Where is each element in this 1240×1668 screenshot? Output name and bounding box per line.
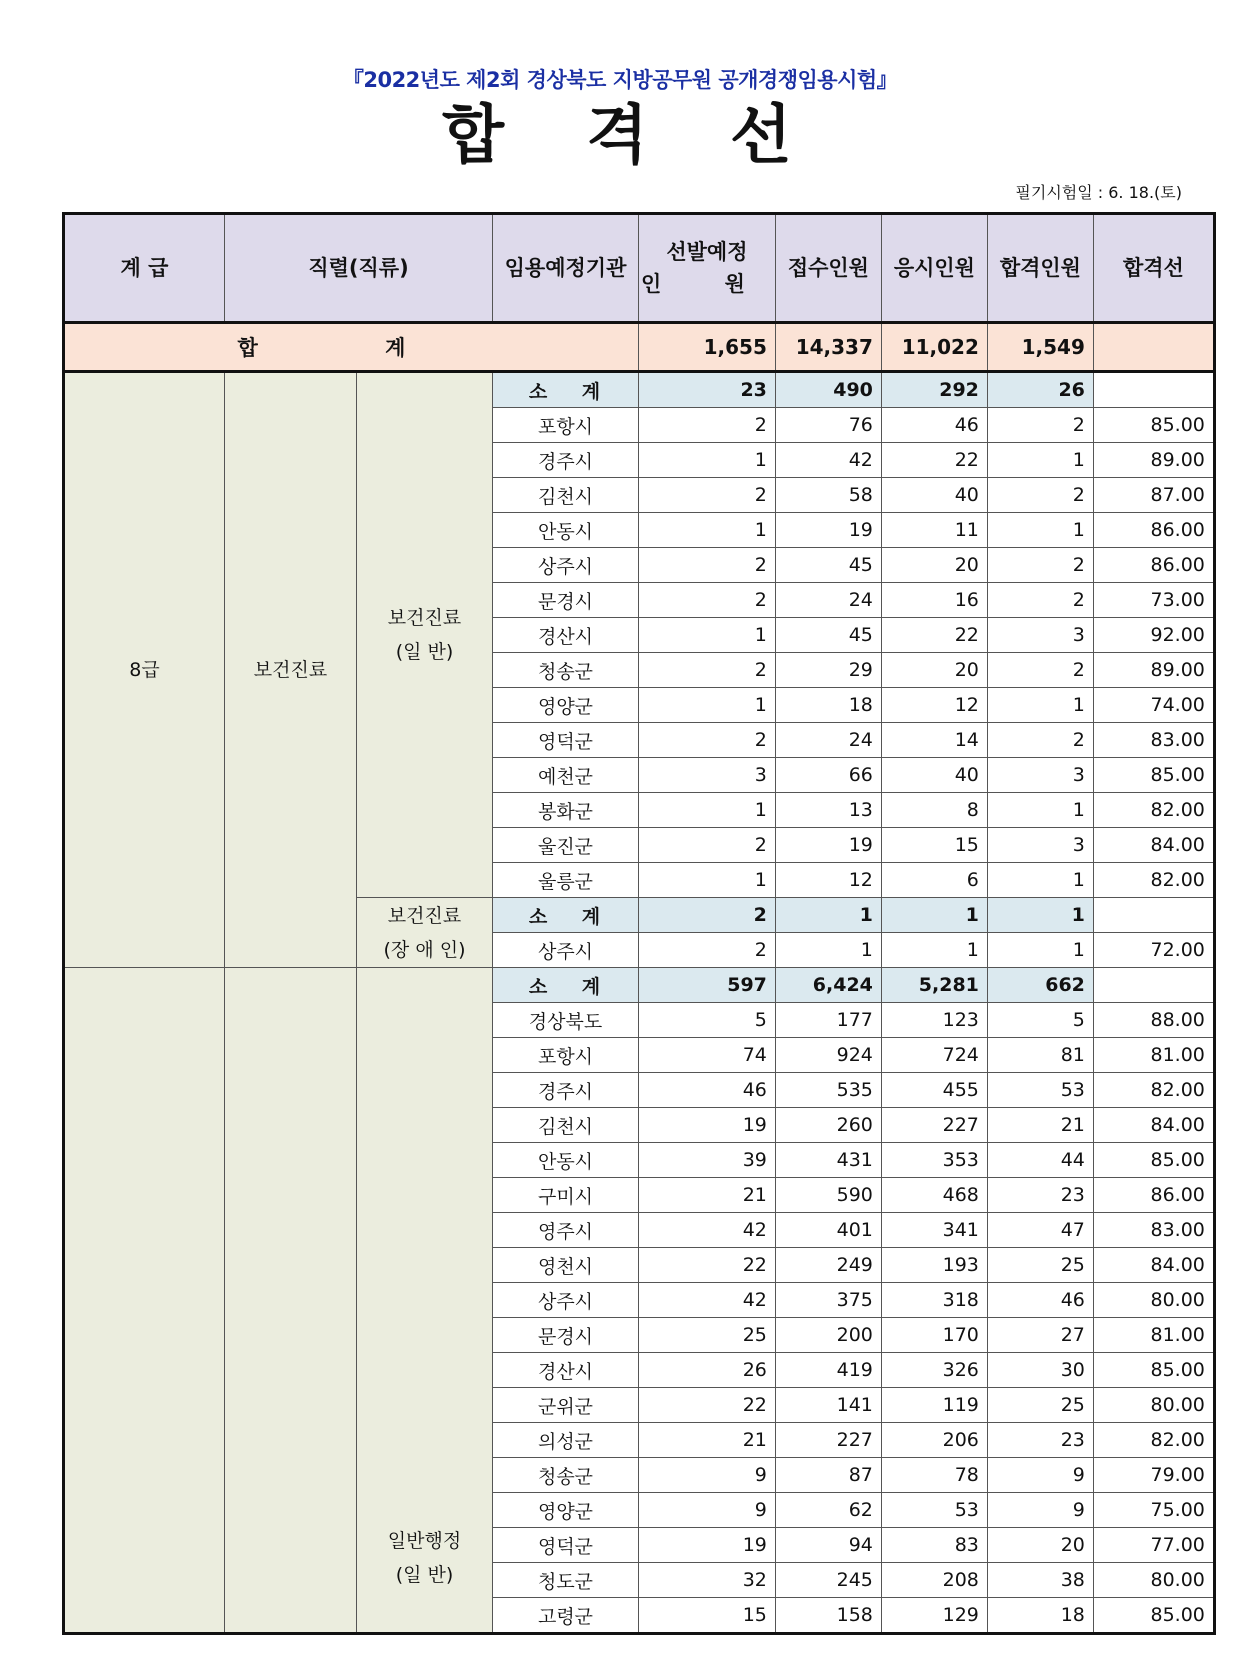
header-grade <box>64 214 225 323</box>
total-applied: 14,337 <box>775 323 881 372</box>
subseries-cell-text: 보건진료 <box>387 904 462 927</box>
passed-cell: 1 <box>987 793 1093 828</box>
agency-cell: 경주시 <box>493 443 639 478</box>
cutoff-cell: 80.00 <box>1093 1563 1214 1598</box>
header-tested <box>881 214 987 323</box>
passed-cell: 18 <box>987 1598 1093 1634</box>
tested-cell: 14 <box>881 723 987 758</box>
grade-cell-text: 8급 <box>129 659 160 681</box>
page-heading <box>0 98 1240 174</box>
agency-cell: 김천시 <box>493 478 639 513</box>
cutoff-cell: 84.00 <box>1093 828 1214 863</box>
applied-cell: 141 <box>775 1388 881 1423</box>
tested-cell: 208 <box>881 1563 987 1598</box>
tested-cell: 318 <box>881 1283 987 1318</box>
total-row <box>64 323 1215 372</box>
tested-cell: 468 <box>881 1178 987 1213</box>
subtotal-cutoff <box>1093 898 1214 933</box>
cutoff-cell: 75.00 <box>1093 1493 1214 1528</box>
subseries-cell-text: (일 반) <box>395 641 454 663</box>
agency-cell: 상주시 <box>493 548 639 583</box>
header-applied <box>775 214 881 323</box>
passed-cell: 25 <box>987 1248 1093 1283</box>
cutoff-cell: 83.00 <box>1093 723 1214 758</box>
planned-cell: 2 <box>639 828 776 863</box>
agency-cell: 안동시 <box>493 1143 639 1178</box>
passed-cell: 25 <box>987 1388 1093 1423</box>
agency-cell: 영덕군 <box>493 723 639 758</box>
tested-cell: 1 <box>881 933 987 968</box>
subseries-cell <box>357 898 493 968</box>
planned-cell: 32 <box>639 1563 776 1598</box>
passed-cell: 9 <box>987 1458 1093 1493</box>
planned-cell: 1 <box>639 443 776 478</box>
tested-cell: 6 <box>881 863 987 898</box>
passed-cell: 3 <box>987 828 1093 863</box>
applied-cell: 12 <box>775 863 881 898</box>
agency-cell: 영천시 <box>493 1248 639 1283</box>
agency-cell: 영덕군 <box>493 1528 639 1563</box>
subseries-cell <box>357 372 493 898</box>
series-cell-text: 보건진료 <box>253 659 328 681</box>
planned-cell: 9 <box>639 1458 776 1493</box>
subtotal-applied: 490 <box>775 372 881 408</box>
cutoff-cell: 83.00 <box>1093 1213 1214 1248</box>
cutoff-cell: 81.00 <box>1093 1318 1214 1353</box>
applied-cell: 431 <box>775 1143 881 1178</box>
agency-cell: 포항시 <box>493 1038 639 1073</box>
passed-cell: 1 <box>987 688 1093 723</box>
total-passed: 1,549 <box>987 323 1093 372</box>
total-tested: 11,022 <box>881 323 987 372</box>
planned-cell: 19 <box>639 1528 776 1563</box>
agency-cell: 의성군 <box>493 1423 639 1458</box>
subseries-cell-text: (일 반) <box>395 1564 454 1586</box>
passed-cell: 1 <box>987 443 1093 478</box>
agency-cell: 경주시 <box>493 1073 639 1108</box>
cutoff-cell: 79.00 <box>1093 1458 1214 1493</box>
passed-cell: 27 <box>987 1318 1093 1353</box>
applied-cell: 1 <box>775 933 881 968</box>
cutoff-cell: 82.00 <box>1093 1423 1214 1458</box>
subtotal-applied: 1 <box>775 898 881 933</box>
tested-cell: 46 <box>881 408 987 443</box>
cutoff-cell: 80.00 <box>1093 1283 1214 1318</box>
applied-cell: 245 <box>775 1563 881 1598</box>
tested-cell: 53 <box>881 1493 987 1528</box>
applied-cell: 158 <box>775 1598 881 1634</box>
agency-cell: 영양군 <box>493 1493 639 1528</box>
passed-cell: 5 <box>987 1003 1093 1038</box>
cutoff-cell: 85.00 <box>1093 408 1214 443</box>
subtotal-passed: 1 <box>987 898 1093 933</box>
tested-cell: 129 <box>881 1598 987 1634</box>
agency-cell: 청송군 <box>493 653 639 688</box>
planned-cell: 42 <box>639 1283 776 1318</box>
applied-cell: 76 <box>775 408 881 443</box>
tested-cell: 724 <box>881 1038 987 1073</box>
total-label <box>64 323 639 372</box>
planned-cell: 42 <box>639 1213 776 1248</box>
planned-cell: 39 <box>639 1143 776 1178</box>
tested-cell: 119 <box>881 1388 987 1423</box>
subtotal-planned: 23 <box>639 372 776 408</box>
cutoff-cell: 85.00 <box>1093 1143 1214 1178</box>
passed-cell: 30 <box>987 1353 1093 1388</box>
subtotal-cutoff <box>1093 372 1214 408</box>
heading-char: 합 <box>442 99 511 173</box>
agency-cell: 영양군 <box>493 688 639 723</box>
cutoff-cell: 81.00 <box>1093 1038 1214 1073</box>
agency-cell: 문경시 <box>493 1318 639 1353</box>
subtotal-passed: 662 <box>987 968 1093 1003</box>
tested-cell: 11 <box>881 513 987 548</box>
cutoff-cell: 86.00 <box>1093 513 1214 548</box>
tested-cell: 193 <box>881 1248 987 1283</box>
subtotal-tested: 1 <box>881 898 987 933</box>
subtotal-cutoff <box>1093 968 1214 1003</box>
planned-cell: 22 <box>639 1388 776 1423</box>
header-planned <box>639 214 776 323</box>
planned-cell: 1 <box>639 863 776 898</box>
header-cutoff-label: 합격선 <box>1122 256 1184 280</box>
applied-cell: 260 <box>775 1108 881 1143</box>
header-series <box>225 214 493 323</box>
planned-cell: 9 <box>639 1493 776 1528</box>
tested-cell: 12 <box>881 688 987 723</box>
tested-cell: 20 <box>881 548 987 583</box>
planned-cell: 5 <box>639 1003 776 1038</box>
passed-cell: 23 <box>987 1178 1093 1213</box>
agency-cell: 봉화군 <box>493 793 639 828</box>
header-agency <box>493 214 639 323</box>
cutoff-cell: 86.00 <box>1093 1178 1214 1213</box>
applied-cell: 924 <box>775 1038 881 1073</box>
planned-cell: 2 <box>639 478 776 513</box>
tested-cell: 326 <box>881 1353 987 1388</box>
planned-cell: 1 <box>639 688 776 723</box>
subtotal-planned: 2 <box>639 898 776 933</box>
planned-cell: 1 <box>639 793 776 828</box>
planned-cell: 26 <box>639 1353 776 1388</box>
applied-cell: 177 <box>775 1003 881 1038</box>
cutoff-cell: 84.00 <box>1093 1248 1214 1283</box>
agency-cell: 상주시 <box>493 933 639 968</box>
agency-cell: 경상북도 <box>493 1003 639 1038</box>
agency-cell: 울진군 <box>493 828 639 863</box>
passed-cell: 2 <box>987 408 1093 443</box>
planned-cell: 2 <box>639 548 776 583</box>
subtotal-label: 소 계 <box>493 372 639 408</box>
subtotal-tested: 5,281 <box>881 968 987 1003</box>
header-row <box>64 214 1215 323</box>
cutoff-cell: 89.00 <box>1093 653 1214 688</box>
applied-cell: 419 <box>775 1353 881 1388</box>
planned-cell: 19 <box>639 1108 776 1143</box>
tested-cell: 353 <box>881 1143 987 1178</box>
cutoff-cell: 80.00 <box>1093 1388 1214 1423</box>
subtotal-label: 소 계 <box>493 898 639 933</box>
planned-cell: 21 <box>639 1178 776 1213</box>
passed-cell: 2 <box>987 548 1093 583</box>
agency-cell: 상주시 <box>493 1283 639 1318</box>
tested-cell: 22 <box>881 618 987 653</box>
cutoff-cell: 85.00 <box>1093 1598 1214 1634</box>
tested-cell: 341 <box>881 1213 987 1248</box>
header-agency-label: 임용예정기관 <box>504 256 627 280</box>
document-title: 『2022년도 제2회 경상북도 지방공무원 공개경쟁임용시험』 <box>342 68 898 92</box>
passed-cell: 47 <box>987 1213 1093 1248</box>
cutoff-cell: 73.00 <box>1093 583 1214 618</box>
planned-cell: 3 <box>639 758 776 793</box>
planned-cell: 1 <box>639 513 776 548</box>
applied-cell: 590 <box>775 1178 881 1213</box>
passed-cell: 3 <box>987 618 1093 653</box>
applied-cell: 535 <box>775 1073 881 1108</box>
series-cell <box>225 968 357 1634</box>
tested-cell: 22 <box>881 443 987 478</box>
tested-cell: 15 <box>881 828 987 863</box>
planned-cell: 22 <box>639 1248 776 1283</box>
subtotal-row <box>64 968 1215 1003</box>
exam-date: 필기시험일 : 6. 18.(토) <box>1015 183 1182 202</box>
header-passed <box>987 214 1093 323</box>
tested-cell: 123 <box>881 1003 987 1038</box>
planned-cell: 2 <box>639 653 776 688</box>
agency-cell: 예천군 <box>493 758 639 793</box>
planned-cell: 2 <box>639 723 776 758</box>
agency-cell: 구미시 <box>493 1178 639 1213</box>
series-cell <box>225 372 357 968</box>
agency-cell: 울릉군 <box>493 863 639 898</box>
subtotal-applied: 6,424 <box>775 968 881 1003</box>
tested-cell: 40 <box>881 758 987 793</box>
total-cutoff <box>1093 323 1214 372</box>
applied-cell: 45 <box>775 618 881 653</box>
header-planned-line2: 인 원 <box>641 272 773 296</box>
agency-cell: 안동시 <box>493 513 639 548</box>
applied-cell: 375 <box>775 1283 881 1318</box>
passed-cell: 53 <box>987 1073 1093 1108</box>
passed-cell: 2 <box>987 583 1093 618</box>
applied-cell: 62 <box>775 1493 881 1528</box>
header-tested-label: 응시인원 <box>893 256 975 280</box>
header-series-label: 직렬(직류) <box>308 256 409 280</box>
applied-cell: 19 <box>775 513 881 548</box>
passed-cell: 38 <box>987 1563 1093 1598</box>
applied-cell: 18 <box>775 688 881 723</box>
tested-cell: 170 <box>881 1318 987 1353</box>
total-planned: 1,655 <box>639 323 776 372</box>
planned-cell: 21 <box>639 1423 776 1458</box>
cutoff-cell: 77.00 <box>1093 1528 1214 1563</box>
cutoff-cell: 85.00 <box>1093 758 1214 793</box>
passed-cell: 44 <box>987 1143 1093 1178</box>
applied-cell: 200 <box>775 1318 881 1353</box>
grade-cell <box>64 968 225 1634</box>
cutoff-cell: 89.00 <box>1093 443 1214 478</box>
tested-cell: 83 <box>881 1528 987 1563</box>
tested-cell: 16 <box>881 583 987 618</box>
planned-cell: 2 <box>639 933 776 968</box>
applied-cell: 58 <box>775 478 881 513</box>
cutoff-cell: 92.00 <box>1093 618 1214 653</box>
agency-cell: 포항시 <box>493 408 639 443</box>
tested-cell: 8 <box>881 793 987 828</box>
passed-cell: 2 <box>987 478 1093 513</box>
passed-cell: 2 <box>987 723 1093 758</box>
planned-cell: 46 <box>639 1073 776 1108</box>
tested-cell: 455 <box>881 1073 987 1108</box>
tested-cell: 78 <box>881 1458 987 1493</box>
applied-cell: 94 <box>775 1528 881 1563</box>
cutoff-cell: 87.00 <box>1093 478 1214 513</box>
header-cutoff <box>1093 214 1214 323</box>
cutoff-cell: 82.00 <box>1093 1073 1214 1108</box>
tested-cell: 206 <box>881 1423 987 1458</box>
subseries-cell-text: 일반행정 <box>387 1530 462 1552</box>
agency-cell: 문경시 <box>493 583 639 618</box>
passed-cell: 46 <box>987 1283 1093 1318</box>
agency-cell: 군위군 <box>493 1388 639 1423</box>
tested-cell: 40 <box>881 478 987 513</box>
applied-cell: 24 <box>775 723 881 758</box>
subtotal-passed: 26 <box>987 372 1093 408</box>
cutoff-cell: 72.00 <box>1093 933 1214 968</box>
applied-cell: 249 <box>775 1248 881 1283</box>
applied-cell: 401 <box>775 1213 881 1248</box>
header-passed-label: 합격인원 <box>999 256 1081 280</box>
total-label-text: 합 계 <box>237 336 466 360</box>
subseries-cell-text: (장 애 인) <box>383 938 466 961</box>
cutoff-cell: 88.00 <box>1093 1003 1214 1038</box>
agency-cell: 고령군 <box>493 1598 639 1634</box>
subtotal-row <box>64 372 1215 408</box>
agency-cell: 김천시 <box>493 1108 639 1143</box>
planned-cell: 25 <box>639 1318 776 1353</box>
passed-cell: 1 <box>987 863 1093 898</box>
planned-cell: 2 <box>639 583 776 618</box>
tested-cell: 20 <box>881 653 987 688</box>
applied-cell: 19 <box>775 828 881 863</box>
subseries-cell-text: 보건진료 <box>387 607 462 629</box>
subseries-cell <box>357 968 493 1634</box>
planned-cell: 1 <box>639 618 776 653</box>
subtotal-tested: 292 <box>881 372 987 408</box>
agency-cell: 경산시 <box>493 618 639 653</box>
passed-cell: 23 <box>987 1423 1093 1458</box>
applied-cell: 29 <box>775 653 881 688</box>
passed-cell: 1 <box>987 513 1093 548</box>
header-planned-line1: 선발예정 <box>666 240 748 264</box>
applied-cell: 45 <box>775 548 881 583</box>
passed-cell: 1 <box>987 933 1093 968</box>
header-applied-label: 접수인원 <box>787 256 869 280</box>
applied-cell: 227 <box>775 1423 881 1458</box>
passed-cell: 9 <box>987 1493 1093 1528</box>
applied-cell: 13 <box>775 793 881 828</box>
grade-cell <box>64 372 225 968</box>
agency-cell: 청송군 <box>493 1458 639 1493</box>
planned-cell: 2 <box>639 408 776 443</box>
header-grade-label: 계 급 <box>120 256 169 280</box>
heading-char: 격 <box>586 99 654 173</box>
agency-cell: 경산시 <box>493 1353 639 1388</box>
subtotal-planned: 597 <box>639 968 776 1003</box>
subtotal-label: 소 계 <box>493 968 639 1003</box>
cutoff-cell: 82.00 <box>1093 793 1214 828</box>
passed-cell: 21 <box>987 1108 1093 1143</box>
cutoff-cell: 82.00 <box>1093 863 1214 898</box>
passed-cell: 81 <box>987 1038 1093 1073</box>
cutoff-cell: 84.00 <box>1093 1108 1214 1143</box>
cutoff-cell: 74.00 <box>1093 688 1214 723</box>
passed-cell: 20 <box>987 1528 1093 1563</box>
agency-cell: 영주시 <box>493 1213 639 1248</box>
passed-cell: 2 <box>987 653 1093 688</box>
applied-cell: 24 <box>775 583 881 618</box>
applied-cell: 42 <box>775 443 881 478</box>
applied-cell: 66 <box>775 758 881 793</box>
planned-cell: 15 <box>639 1598 776 1634</box>
passed-cell: 3 <box>987 758 1093 793</box>
planned-cell: 74 <box>639 1038 776 1073</box>
cutoff-table <box>62 212 1216 1635</box>
cutoff-cell: 86.00 <box>1093 548 1214 583</box>
agency-cell: 청도군 <box>493 1563 639 1598</box>
tested-cell: 227 <box>881 1108 987 1143</box>
heading-char: 선 <box>729 99 798 173</box>
cutoff-cell: 85.00 <box>1093 1353 1214 1388</box>
applied-cell: 87 <box>775 1458 881 1493</box>
